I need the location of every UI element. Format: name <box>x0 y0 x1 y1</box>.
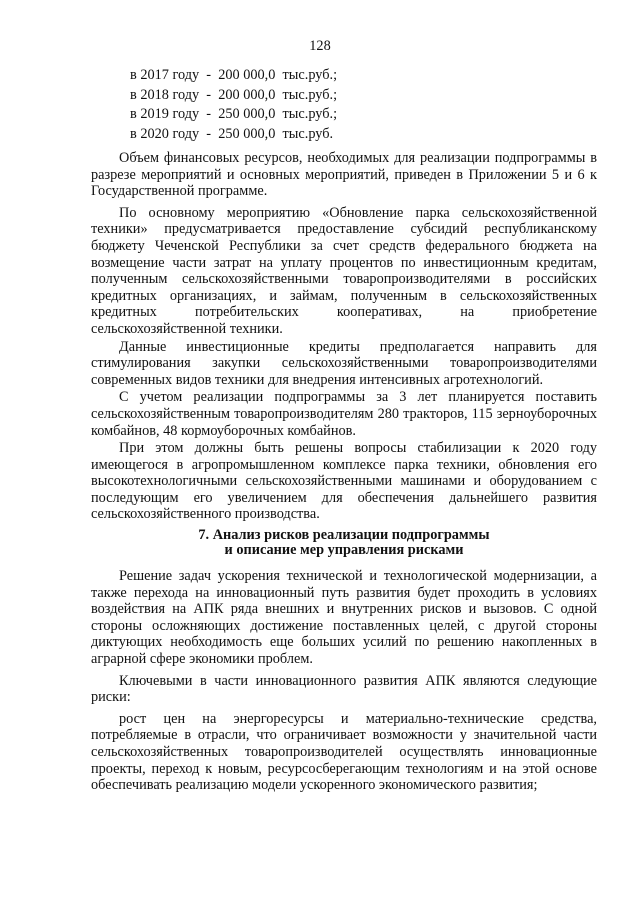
page-number: 128 <box>309 38 331 54</box>
paragraph-deliveries: С учетом реализации подпрограммы за 3 лет планируется поставить сельскохозяйственным товаропроизводителям 280 тракторов, 115 зерноуборочных комбайнов, 48 кормоуборочных комбайнов. <box>91 389 597 439</box>
paragraph-fleet-renewal: По основному мероприятию «Обновление парка сельскохозяйственной техники» предусматривается предоставление субсидий республиканскому бюджету Чеченской Республики за счет средств федерального бюджета на возмещение части затрат на уплату процентов по инвестиционным кредитам, полученным сельскохозяйственными товаропроизводителями в российских кредитных организациях, и займам, полученным в сельскохозяйственных кредитных потребительских кооперативах, на приобретение сельскохозяйственной техники. <box>91 204 597 337</box>
financing-row: в 2019 году - 250 000,0 тыс.руб.; <box>130 106 338 123</box>
paragraph-financial-resources: Объем финансовых ресурсов, необходимых для реализации подпрограммы в разрезе мероприятий и основных мероприятий, приведен в Приложении 5 и 6 к Государственной программе. <box>91 150 597 200</box>
financing-row: в 2018 году - 200 000,0 тыс.руб.; <box>130 86 338 103</box>
section-heading-line1: 7. Анализ рисков реализации подпрограммы <box>198 527 490 544</box>
section-heading <box>91 528 597 558</box>
paragraph-risks-intro: Решение задач ускорения технической и технологической модернизации, а также перехода на инновационный путь развития будет проходить в условиях воздействия на АПК ряда внешних и внутренних рисков и вызовов. С одной стороны осложняющих достижение поставленных целей, с другой стороны диктующих необходимость еще больших усилий по решению накопленных в аграрной сфере экономики проблем. <box>91 568 597 668</box>
financing-row: в 2020 году - 250 000,0 тыс.руб. <box>130 125 334 142</box>
paragraph-key-risks: Ключевыми в части инновационного развития АПК являются следующие риски: <box>91 672 597 706</box>
financing-row: в 2017 году - 200 000,0 тыс.руб.; <box>130 67 338 83</box>
financing-list <box>130 67 337 145</box>
paragraph-energy-prices: рост цен на энергоресурсы и материально-технические средства, потребляемые в отрасли, что ограничивает возможности у значительной части сельскохозяйственных товаропроизводителей осуществлять инновационные проекты, переход к новым, ресурсосберегающим технологиям и на этой основе обеспечивать реализацию модели ускоренного экономического развития; <box>91 710 597 794</box>
section-heading-line2: и описание мер управления рисками <box>224 542 464 559</box>
body-text <box>91 150 597 799</box>
paragraph-investment-credits: Данные инвестиционные кредиты предполагается направить для стимулирования закупки сельскохозяйственными товаропроизводителями современных видов техники для внедрения интенсивных агротехнологий. <box>91 338 597 388</box>
paragraph-stabilization: При этом должны быть решены вопросы стабилизации к 2020 году имеющегося в агропромышленном комплексе парка техники, обновления его высокотехнологичными сельскохозяйственными машинами и оборудованием с последующим его увеличением для обеспечения дальнейшего развития сельскохозяйственного производства. <box>91 440 597 523</box>
